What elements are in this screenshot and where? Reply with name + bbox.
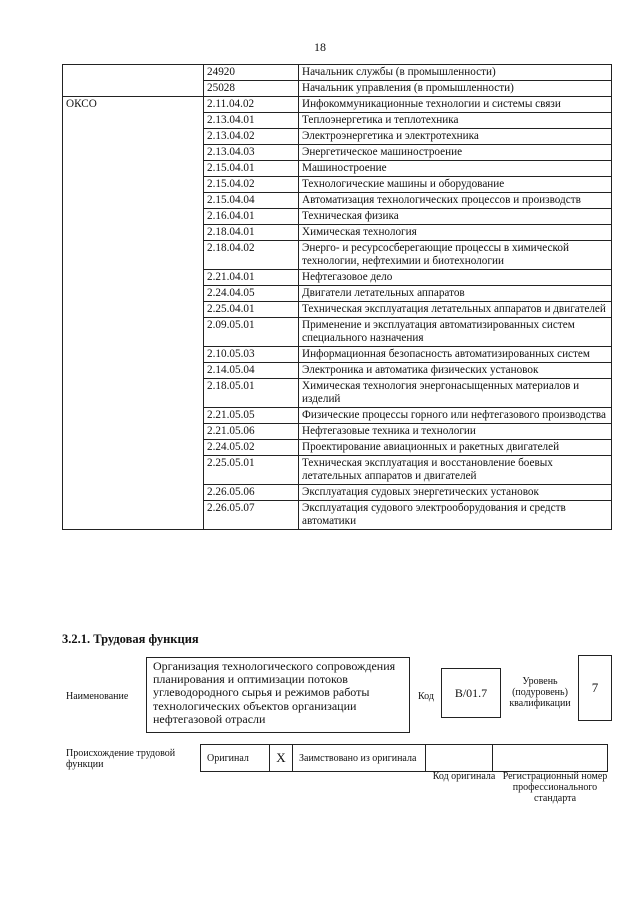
- classifier-cell: [63, 65, 204, 81]
- level-box: [578, 655, 612, 721]
- name-cell: Теплоэнергетика и теплотехника: [299, 113, 612, 129]
- classifier-cell: [63, 456, 204, 485]
- table-row: [63, 379, 612, 408]
- classifier-cell: [63, 379, 204, 408]
- page-number: 18: [314, 40, 326, 54]
- codes-table: [62, 64, 612, 530]
- code-cell: 2.18.05.01: [204, 379, 299, 408]
- name-cell: Техническая эксплуатация и восстановление боевых летательных аппаратов и двигателей: [299, 456, 612, 485]
- classifier-cell: ОКСО: [63, 97, 204, 113]
- table-row: [63, 302, 612, 318]
- classifier-cell: [63, 225, 204, 241]
- original-label: Оригинал: [207, 752, 249, 764]
- code-cell: 2.18.04.02: [204, 241, 299, 270]
- name-cell: Инфокоммуникационные технологии и системы связи: [299, 97, 612, 113]
- name-cell: Нефтегазовые техника и технологии: [299, 424, 612, 440]
- original-mark-cell: [270, 745, 293, 772]
- name-cell: Эксплуатация судового электрооборудования и средств автоматики: [299, 501, 612, 530]
- name-cell: Начальник службы (в промышленности): [299, 65, 612, 81]
- code-label: Код: [418, 691, 434, 702]
- classifier-cell: [63, 302, 204, 318]
- name-cell: Химическая технология энергонасыщенных материалов и изделий: [299, 379, 612, 408]
- table-row: [63, 270, 612, 286]
- code-cell: 2.15.04.01: [204, 161, 299, 177]
- registration-number-caption: Регистрационный номер профессионального стандарта: [502, 771, 608, 804]
- classifier-cell: [63, 270, 204, 286]
- code-cell: 25028: [204, 81, 299, 97]
- borrowed-label: Заимствовано из оригинала: [299, 752, 417, 764]
- code-cell: 2.16.04.01: [204, 209, 299, 225]
- name-cell: Начальник управления (в промышленности): [299, 81, 612, 97]
- classifier-cell: [63, 286, 204, 302]
- code-cell: 2.26.05.06: [204, 485, 299, 501]
- name-cell: Проектирование авиационных и ракетных двигателей: [299, 440, 612, 456]
- table-row: [63, 177, 612, 193]
- code-cell: 2.13.04.01: [204, 113, 299, 129]
- classifier-cell: [63, 113, 204, 129]
- name-cell: Техническая эксплуатация летательных аппаратов и двигателей: [299, 302, 612, 318]
- classifier-cell: [63, 347, 204, 363]
- name-label: Наименование: [66, 691, 129, 702]
- classifier-cell: [63, 440, 204, 456]
- table-row: [63, 440, 612, 456]
- name-cell: Нефтегазовое дело: [299, 270, 612, 286]
- name-cell: Энерго- и ресурсосберегающие процессы в химической технологии, нефтехимии и биотехнологии: [299, 241, 612, 270]
- classifier-cell: [63, 145, 204, 161]
- classifier-cell: [63, 424, 204, 440]
- table-row: [63, 424, 612, 440]
- table-row: [63, 347, 612, 363]
- name-cell: Технологические машины и оборудование: [299, 177, 612, 193]
- name-cell: Техническая физика: [299, 209, 612, 225]
- level-value: 7: [591, 680, 599, 695]
- original-mark: X: [276, 750, 286, 765]
- table-row: [63, 193, 612, 209]
- table-row: [63, 209, 612, 225]
- code-cell: 2.15.04.04: [204, 193, 299, 209]
- classifier-cell: [63, 177, 204, 193]
- code-cell: 2.24.04.05: [204, 286, 299, 302]
- function-code-box: [441, 668, 501, 718]
- table-row: [63, 161, 612, 177]
- code-cell: 2.21.05.05: [204, 408, 299, 424]
- table-row: [63, 225, 612, 241]
- classifier-cell: [63, 408, 204, 424]
- borrowed-label-cell: [293, 745, 426, 772]
- code-cell: 2.13.04.02: [204, 129, 299, 145]
- table-row: [63, 408, 612, 424]
- table-row: [63, 129, 612, 145]
- registration-number-cell: [493, 745, 608, 772]
- name-cell: Автоматизация технологических процессов и производств: [299, 193, 612, 209]
- function-name-box: [146, 657, 410, 733]
- name-cell: Физические процессы горного или нефтегазового производства: [299, 408, 612, 424]
- table-row: [63, 286, 612, 302]
- code-cell: 2.21.04.01: [204, 270, 299, 286]
- table-row: [63, 113, 612, 129]
- table-row: [63, 241, 612, 270]
- table-row: [63, 456, 612, 485]
- classifier-cell: [63, 501, 204, 530]
- code-cell: 2.26.05.07: [204, 501, 299, 530]
- code-cell: 2.10.05.03: [204, 347, 299, 363]
- code-cell: 2.18.04.01: [204, 225, 299, 241]
- origin-code-caption: Код оригинала: [432, 771, 496, 782]
- classifier-cell: [63, 161, 204, 177]
- table-row: [63, 485, 612, 501]
- table-row: [63, 81, 612, 97]
- code-cell: 2.25.05.01: [204, 456, 299, 485]
- name-cell: Информационная безопасность автоматизированных систем: [299, 347, 612, 363]
- table-row: [63, 65, 612, 81]
- classifier-cell: [63, 485, 204, 501]
- table-row: [63, 318, 612, 347]
- classifier-cell: [63, 129, 204, 145]
- code-cell: 2.24.05.02: [204, 440, 299, 456]
- origin-table: [200, 744, 608, 772]
- table-row: [63, 145, 612, 161]
- original-label-cell: [201, 745, 270, 772]
- name-cell: Применение и эксплуатация автоматизированных систем специального назначения: [299, 318, 612, 347]
- name-cell: Энергетическое машиностроение: [299, 145, 612, 161]
- name-cell: Машиностроение: [299, 161, 612, 177]
- origin-code-cell: [426, 745, 493, 772]
- name-cell: Эксплуатация судовых энергетических установок: [299, 485, 612, 501]
- level-label: Уровень (подуровень) квалификации: [509, 676, 571, 709]
- classifier-cell: [63, 241, 204, 270]
- name-cell: Электроника и автоматика физических установок: [299, 363, 612, 379]
- name-cell: Электроэнергетика и электротехника: [299, 129, 612, 145]
- section-title: 3.2.1. Трудовая функция: [62, 632, 199, 646]
- function-name-value: Организация технологического сопровождения планирования и оптимизации потоков углеводородного сырья и режимов работы технологических объектов организации нефтегазовой отрасли: [153, 659, 396, 726]
- code-cell: 24920: [204, 65, 299, 81]
- code-cell: 2.25.04.01: [204, 302, 299, 318]
- name-cell: Химическая технология: [299, 225, 612, 241]
- origin-label: Происхождение трудовой функции: [66, 748, 176, 770]
- code-cell: 2.21.05.06: [204, 424, 299, 440]
- code-cell: 2.13.04.03: [204, 145, 299, 161]
- table-row: [63, 501, 612, 530]
- table-row: [63, 363, 612, 379]
- code-cell: 2.15.04.02: [204, 177, 299, 193]
- function-code-value: B/01.7: [454, 685, 488, 700]
- classifier-cell: [63, 81, 204, 97]
- code-cell: 2.14.05.04: [204, 363, 299, 379]
- table-row: [63, 97, 612, 113]
- classifier-cell: [63, 193, 204, 209]
- classifier-cell: [63, 209, 204, 225]
- code-cell: 2.09.05.01: [204, 318, 299, 347]
- classifier-cell: [63, 318, 204, 347]
- classifier-cell: [63, 363, 204, 379]
- name-cell: Двигатели летательных аппаратов: [299, 286, 612, 302]
- code-cell: 2.11.04.02: [204, 97, 299, 113]
